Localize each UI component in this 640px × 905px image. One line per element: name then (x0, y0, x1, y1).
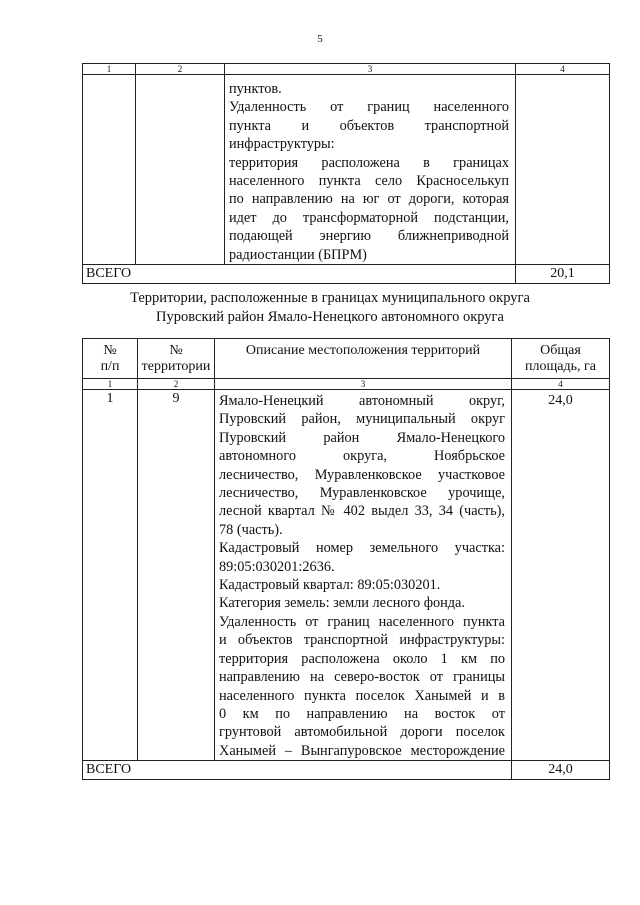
section-title (0, 289, 640, 327)
description-line: Удаленность от границ населенного (229, 99, 509, 116)
description-line: инфраструктуры: (229, 136, 335, 153)
territories-table (82, 338, 610, 780)
area-value: 24,0 (512, 390, 610, 761)
description-line: грунтовой автомобильной дороги поселок (219, 724, 505, 741)
description-line: пункта и объектов транспортной (229, 117, 509, 134)
description-line: Ямало-Ненецкий автономный округ, (219, 393, 505, 409)
header-line: п/п (100, 359, 120, 374)
table-row (83, 75, 610, 265)
description-cell (215, 390, 512, 761)
total-label: ВСЕГО (83, 761, 512, 780)
total-label: ВСЕГО (83, 265, 516, 284)
header-row (83, 339, 610, 379)
header-line: Общая (540, 343, 581, 358)
header-area (512, 339, 610, 379)
description-line: Категория земель: земли лесного фонда. (219, 595, 465, 612)
description-line: 0 км по направлению на восток от (219, 705, 505, 722)
column-number-row (83, 379, 610, 390)
column-number: 4 (516, 64, 610, 75)
description-line: лесничество, Муравленковское урочище, (219, 485, 505, 502)
section-title-line: Пуровский район Ямало-Ненецкого автономного округа (156, 309, 504, 325)
total-row (83, 265, 610, 284)
description-line: Кадастровый квартал: 89:05:030201. (219, 577, 441, 594)
column-number: 3 (225, 64, 516, 75)
description-line: Кадастровый номер земельного участка: (219, 540, 505, 557)
section-title-line: Территории, расположенные в границах муниципального округа (130, 290, 530, 306)
header-number (83, 339, 138, 379)
page-number: 5 (317, 33, 323, 45)
description-line: лесничество, Муравленковское участковое (219, 466, 505, 483)
description-line: Ханымей – Вынгапуровское месторождение (219, 742, 505, 759)
description-line: 89:05:030201:2636. (219, 558, 335, 575)
column-number-row (83, 64, 610, 75)
description-line: территория расположена около 1 км по (219, 650, 505, 667)
description-line: радиостанции (БПРМ) (229, 246, 367, 263)
column-number: 2 (136, 64, 225, 75)
header-description: Описание местоположения территорий (215, 339, 512, 379)
total-value: 20,1 (516, 265, 610, 284)
description-line: направлению на северо-восток от границы (219, 669, 505, 686)
header-line: № (103, 343, 117, 358)
header-line: площадь, га (525, 359, 596, 374)
row-number: 1 (83, 390, 138, 761)
column-number: 4 (512, 379, 610, 390)
total-value: 24,0 (512, 761, 610, 780)
column-number: 2 (138, 379, 215, 390)
description-line: Удаленность от границ населенного пункта (219, 613, 505, 630)
area-cell (516, 75, 610, 265)
description-line: пунктов. (229, 81, 282, 97)
description-line: Пуровский район Ямало-Ненецкого (219, 429, 505, 446)
header-territory (138, 339, 215, 379)
territory-number-cell (136, 75, 225, 265)
table-continuation (82, 63, 610, 284)
header-line: № (169, 343, 183, 358)
description-line: по направлению на юг от дороги, которая (229, 191, 509, 208)
description-line: Пуровский район, муниципальный округ (219, 411, 505, 428)
description-line: идет до трансформаторной подстанции, (229, 209, 509, 226)
total-row (83, 761, 610, 780)
description-line: территория расположена в границах (229, 154, 509, 171)
header-line: территории (141, 359, 211, 374)
description-line: подающей энергию ближнеприводной (229, 228, 509, 245)
column-number: 3 (215, 379, 512, 390)
description-line: лесной квартал № 402 выдел 33, 34 (часть), (219, 503, 505, 520)
description-line: автономного округа, Ноябрьское (219, 448, 505, 465)
description-line: населенного пункта село Красноселькуп (229, 173, 509, 190)
description-line: населенного пункта поселок Ханымей и в (219, 687, 505, 704)
row-number-cell (83, 75, 136, 265)
territory-number: 9 (138, 390, 215, 761)
description-line: 78 (часть). (219, 521, 283, 538)
table-row (83, 390, 610, 761)
column-number: 1 (83, 379, 138, 390)
description-line: и объектов транспортной инфраструктуры: (219, 632, 505, 649)
column-number: 1 (83, 64, 136, 75)
description-cell (225, 75, 516, 265)
